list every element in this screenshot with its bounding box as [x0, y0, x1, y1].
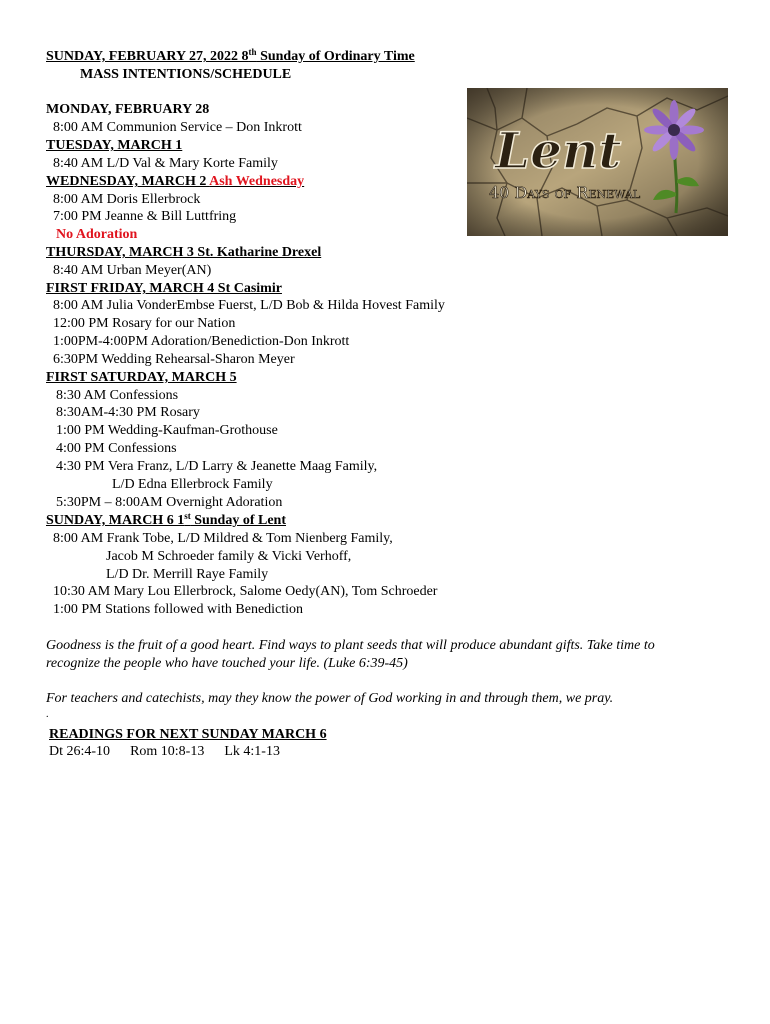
schedule-entry: 8:00 AM Communion Service – Don Inkrott — [53, 120, 302, 135]
prayer-intention: For teachers and catechists, may they know the power of God working in and through them, we pray. — [46, 691, 614, 706]
bulletin-date-line — [46, 48, 415, 65]
friday-heading: FIRST FRIDAY, MARCH 4 St Casimir — [46, 281, 282, 296]
reflection-line-1: Goodness is the fruit of a good heart. Find ways to plant seeds that will produce abundant gifts. Take time to — [46, 638, 655, 653]
schedule-entry: 8:00 AM Doris Ellerbrock — [53, 192, 201, 207]
readings-list — [49, 743, 280, 760]
schedule-entry: 8:40 AM L/D Val & Mary Korte Family — [53, 156, 278, 171]
schedule-entry: 8:00 AM Julia VonderEmbse Fuerst, L/D Bob & Hilda Hovest Family — [53, 298, 445, 313]
schedule-entry: 8:30 AM Confessions — [56, 388, 179, 403]
schedule-entry: 5:30PM – 8:00AM Overnight Adoration — [56, 495, 283, 510]
date-text: SUNDAY, FEBRUARY 27, 2022 8 — [46, 49, 249, 64]
ash-wednesday-label: Ash Wednesday — [209, 174, 305, 189]
reading-item: Lk 4:1-13 — [224, 744, 280, 759]
reading-item: Dt 26:4-10 — [49, 744, 111, 759]
schedule-entry: 10:30 AM Mary Lou Ellerbrock, Salome Oedy(AN), Tom Schroeder — [53, 584, 438, 599]
reading-item: Rom 10:8-13 — [130, 744, 205, 759]
wednesday-heading — [46, 173, 304, 190]
thursday-heading: THURSDAY, MARCH 3 St. Katharine Drexel — [46, 245, 322, 260]
sunday-heading-sup: st — [184, 511, 191, 521]
schedule-entry: 8:30AM-4:30 PM Rosary — [56, 405, 200, 420]
sunday-heading-text: SUNDAY, MARCH 6 1 — [46, 513, 185, 528]
schedule-entry: 4:00 PM Confessions — [56, 441, 177, 456]
readings-heading: READINGS FOR NEXT SUNDAY MARCH 6 — [49, 727, 327, 742]
lent-subtitle: 40 Days of Renewal — [489, 183, 641, 202]
lent-image — [467, 88, 728, 236]
saturday-heading: FIRST SATURDAY, MARCH 5 — [46, 370, 237, 385]
sunday-heading-rest: Sunday of Lent — [190, 513, 287, 528]
sunday-heading — [46, 512, 286, 529]
schedule-entry: 1:00 PM Wedding-Kaufman-Grothouse — [56, 423, 278, 438]
schedule-subtitle: MASS INTENTIONS/SCHEDULE — [80, 67, 292, 82]
schedule-entry: 7:00 PM Jeanne & Bill Luttfring — [53, 209, 237, 224]
schedule-entry: L/D Dr. Merrill Raye Family — [106, 567, 269, 582]
schedule-entry: 1:00PM-4:00PM Adoration/Benediction-Don Inkrott — [53, 334, 350, 349]
date-rest: Sunday of Ordinary Time — [256, 49, 415, 64]
schedule-entry: 12:00 PM Rosary for our Nation — [53, 316, 236, 331]
monday-heading: MONDAY, FEBRUARY 28 — [46, 102, 210, 117]
stray-dot: . — [46, 709, 49, 720]
tuesday-heading: TUESDAY, MARCH 1 — [46, 138, 183, 153]
no-adoration-note: No Adoration — [56, 227, 138, 242]
schedule-entry: L/D Edna Ellerbrock Family — [112, 477, 273, 492]
schedule-entry: 8:00 AM Frank Tobe, L/D Mildred & Tom Nienberg Family, — [53, 531, 393, 546]
schedule-entry: 4:30 PM Vera Franz, L/D Larry & Jeanette Maag Family, — [56, 459, 378, 474]
reflection-line-2: recognize the people who have touched your life. (Luke 6:39-45) — [46, 656, 408, 671]
lent-title: Lent — [495, 121, 622, 180]
schedule-entry: 8:40 AM Urban Meyer(AN) — [53, 263, 212, 278]
schedule-entry: 6:30PM Wedding Rehearsal-Sharon Meyer — [53, 352, 295, 367]
date-sup: th — [248, 47, 257, 57]
wednesday-heading-text: WEDNESDAY, MARCH 2 — [46, 174, 210, 189]
schedule-entry: Jacob M Schroeder family & Vicki Verhoff, — [106, 549, 352, 564]
schedule-entry: 1:00 PM Stations followed with Benediction — [53, 602, 304, 617]
